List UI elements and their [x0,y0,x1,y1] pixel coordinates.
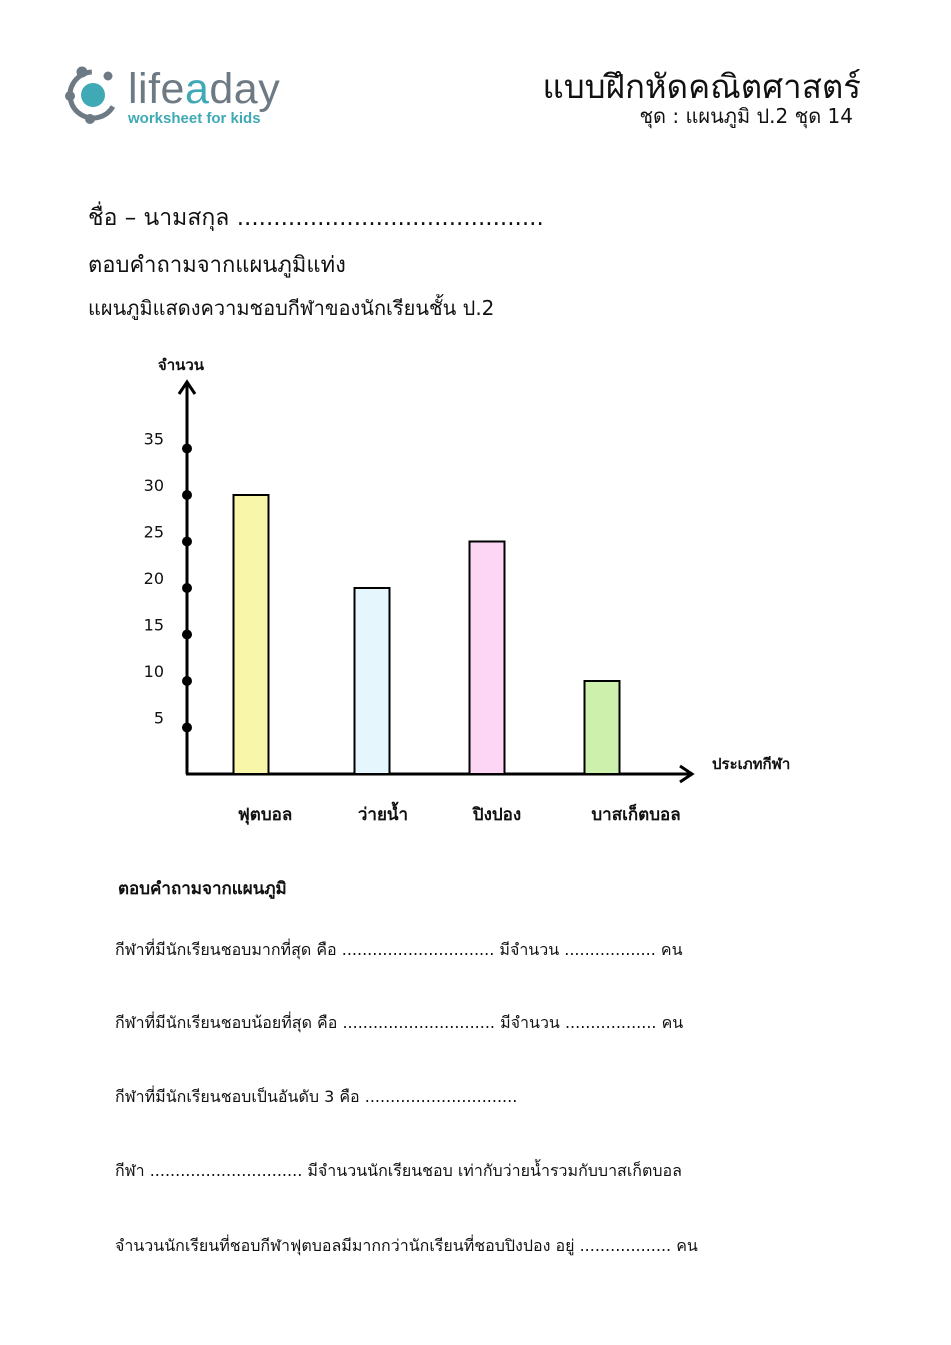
x-axis-label: ประเภทกีฬา [712,755,791,773]
x-category-label-2: ว่ายน้ำ [357,805,409,825]
y-tick-dot-25 [182,537,192,547]
y-tick-label-20: 20 [143,569,164,588]
brand-logo [60,62,300,132]
y-tick-label-35: 35 [143,429,164,449]
bar-1 [234,495,269,774]
brand-name: lifeaday [128,65,281,113]
questions-heading: ตอบคำถามจากแผนภูมิ [118,879,287,899]
bar-4 [585,681,620,774]
x-category-label-1: ฟุตบอล [237,805,293,825]
y-tick-dot-35 [182,444,192,454]
question-3: กีฬาที่มีนักเรียนชอบเป็นอันดับ 3 คือ .............................. [115,1087,518,1106]
y-tick-dot-20 [182,583,192,593]
y-tick-label-10: 10 [143,662,164,681]
question-5: จำนวนนักเรียนที่ชอบกีฬาฟุตบอลมีมากกว่านักเรียนที่ชอบปิงปอง อยู่ .................. คน [115,1236,698,1255]
instruction-line: ตอบคำถามจากแผนภูมิแท่ง [88,253,346,278]
x-category-label-3: ปิงปอง [472,805,522,825]
worksheet-title: แบบฝึกหัดคณิตศาสตร์ [542,67,861,106]
y-tick-label-15: 15 [143,615,164,635]
bar-3 [470,542,505,775]
bar-2 [355,588,390,774]
y-tick-label-25: 25 [143,522,164,542]
y-tick-label-5: 5 [153,708,164,728]
x-category-label-4: บาสเก็ตบอล [591,805,681,825]
student-name-line: ชื่อ – นามสกุล .......................................... [88,205,544,231]
y-tick-label-30: 30 [143,476,164,495]
y-axis-label: จำนวน [157,356,205,374]
worksheet-subtitle: ชุด : แผนภูมิ ป.2 ชุด 14 [639,104,853,128]
y-tick-dot-15 [182,630,192,640]
chart-caption: แผนภูมิแสดงความชอบกีฬาของนักเรียนชั้น ป.2 [88,296,495,320]
brand-tagline: worksheet for kids [128,110,261,127]
y-tick-dot-5 [182,723,192,733]
question-2: กีฬาที่มีนักเรียนชอบน้อยที่สุด คือ .............................. มีจำนวน .................. คน [115,1013,684,1032]
x-axis-arrow [680,766,692,782]
y-tick-dot-30 [182,490,192,500]
question-4: กีฬา .............................. มีจำนวนนักเรียนชอบ เท่ากับว่ายน้ำรวมกับบาสเก็ตบอล [115,1161,682,1180]
y-tick-dot-10 [182,676,192,686]
molecule-logo-icon [60,62,126,128]
question-1: กีฬาที่มีนักเรียนชอบมากที่สุด คือ .............................. มีจำนวน .................. คน [115,940,683,959]
y-axis-arrow [179,382,195,394]
